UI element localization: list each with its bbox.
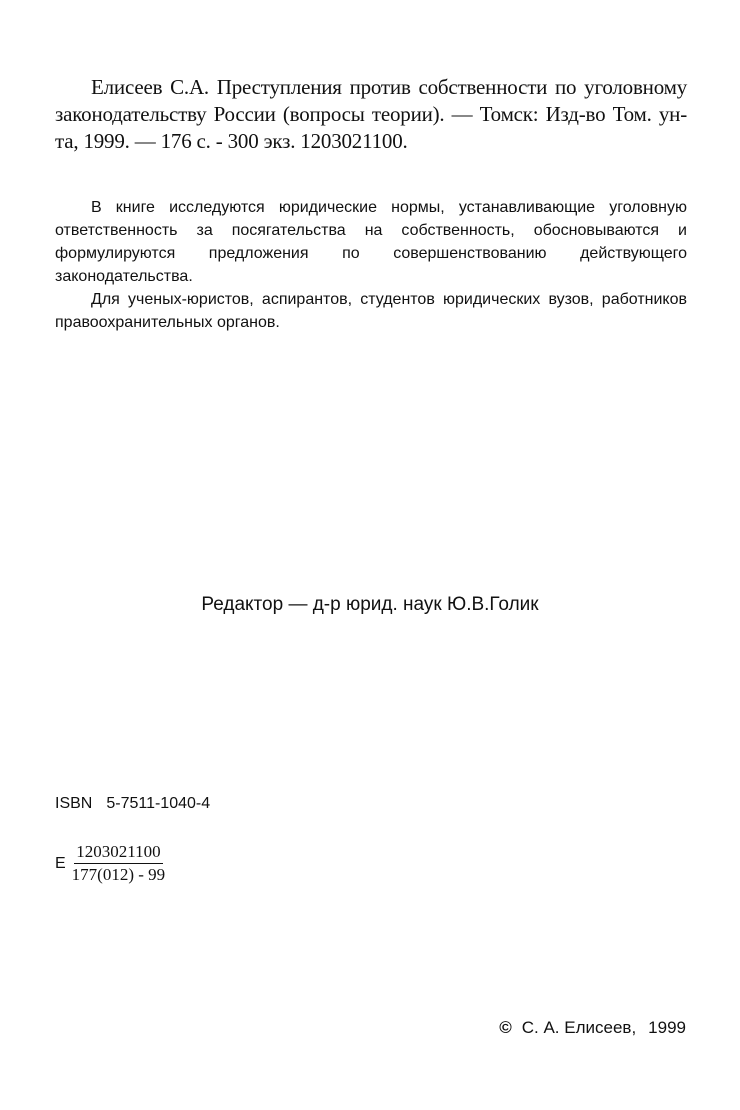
annotation <box>55 196 687 334</box>
isbn-label: ISBN <box>55 795 93 812</box>
isbn-number: 5-7511-1040-4 <box>106 795 211 812</box>
isbn-line <box>55 795 210 813</box>
classification-fraction <box>72 842 165 885</box>
editor-line: Редактор — д-р юрид. наук Ю.В.Голик <box>201 594 539 615</box>
copyright-year: 1999 <box>648 1018 686 1037</box>
bibliographic-entry: Елисеев С.А. Преступления против собственности по уголовному законодательству России (вопросы теории). — Томск: Изд-во Том. ун-та, 1999. — 176 с. - 300 экз. 1203021100. <box>55 75 687 153</box>
classification-denominator: 177(012) - 99 <box>71 865 166 884</box>
classification-code <box>55 842 165 885</box>
classification-numerator: 1203021100 <box>74 842 162 864</box>
annotation-paragraph: В книге исследуются юридические нормы, устанавливающие уголовную ответственность за посягательства на собственность, обосновываются и формулируются предложения по совершенствованию действующего законодательства. <box>55 199 687 285</box>
annotation-audience: Для ученых-юристов, аспирантов, студентов юридических вузов, работников правоохранительных органов. <box>55 291 687 331</box>
classification-letter: Е <box>55 854 66 872</box>
copyright-holder: С. А. Елисеев, <box>521 1018 637 1037</box>
copyright-line <box>499 1018 686 1038</box>
copyright-icon: © <box>499 1018 512 1037</box>
